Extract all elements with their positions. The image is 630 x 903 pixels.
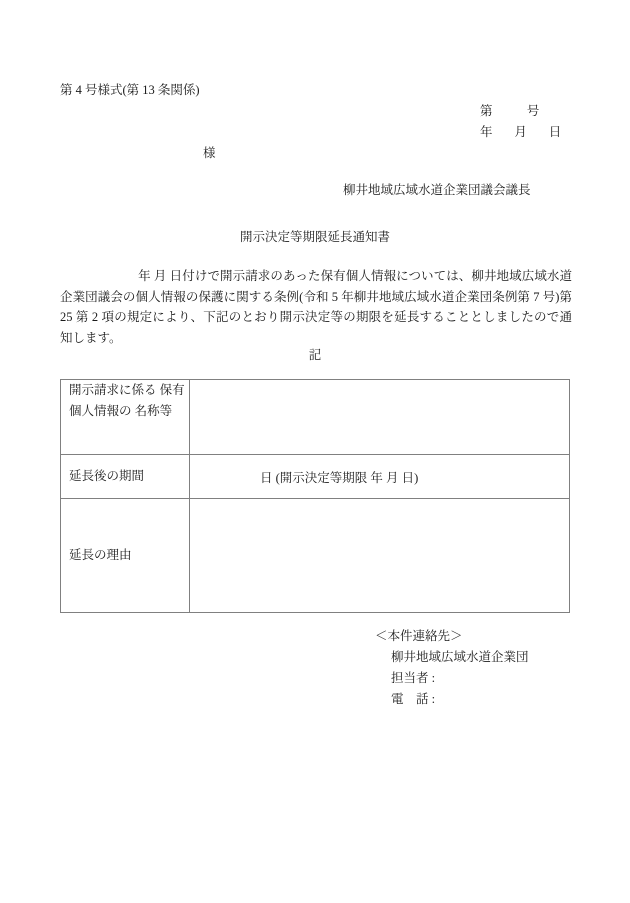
row-value-disclosure-info-name[interactable] — [190, 380, 570, 455]
body-paragraph — [60, 266, 572, 348]
issuer-name: 柳井地域広域水道企業団議会議長 — [343, 183, 531, 197]
row-value-extended-period[interactable] — [190, 455, 570, 499]
document-title: 開示決定等期限延長通知書 — [239, 230, 390, 244]
contact-heading: ＜本件連絡先＞ — [375, 629, 463, 643]
document-number-field: 第 号 — [480, 104, 540, 118]
table-row — [61, 380, 570, 455]
contact-person-label: 担当者 : — [391, 671, 436, 685]
extended-period-text: 日 (開示決定等期限 年 月 日) — [260, 470, 419, 485]
form-number: 第 4 号様式(第 13 条関係) — [60, 83, 200, 97]
row-label-extended-period: 延長後の期間 — [61, 455, 190, 499]
ki-marker: 記 — [308, 348, 322, 362]
contact-organization: 柳井地域広域水道企業団 — [391, 650, 529, 664]
row-label-extension-reason: 延長の理由 — [61, 499, 190, 613]
contact-phone-label: 電 話 : — [391, 692, 436, 706]
addressee-suffix: 様 — [203, 146, 216, 160]
table-row — [61, 455, 570, 499]
contact-block — [375, 626, 529, 710]
document-date-field: 年 月 日 — [480, 125, 562, 139]
body-paragraph-text: 年 月 日付けで開示請求のあった保有個人情報については、柳井地域広域水道企業団議会の個人情報の保護に関する条例(令和 5 年柳井地域広域水道企業団条例第 7 号)第 25 第 2 項の規定により、下記のとおり開示決定等の期限を延長することとしましたので通知します。 — [60, 269, 572, 345]
table-row — [61, 499, 570, 613]
row-value-extension-reason[interactable] — [190, 499, 570, 613]
row-label-disclosure-info-name: 開示請求に係る 保有個人情報の 名称等 — [61, 380, 190, 455]
extension-details-table — [60, 379, 570, 613]
